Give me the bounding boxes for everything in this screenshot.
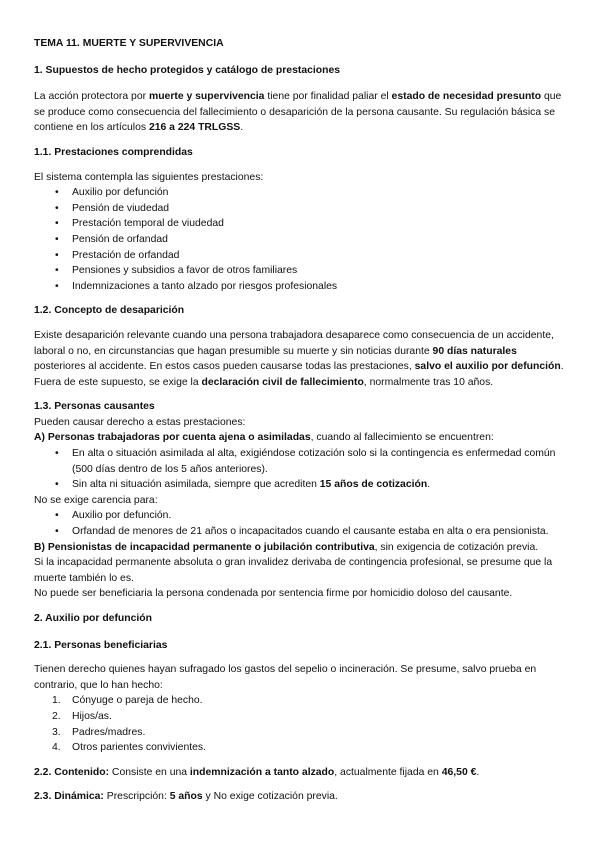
section-2-1-heading: 2.1. Personas beneficiarias bbox=[34, 639, 168, 651]
list-item: • Auxilio por defunción bbox=[72, 185, 564, 201]
section-1-heading: 1. Supuestos de hecho protegidos y catálogo de prestaciones bbox=[34, 64, 341, 76]
list-item: • Pensión de viudedad bbox=[72, 201, 564, 217]
section-1-1-heading: 1.1. Prestaciones comprendidas bbox=[34, 146, 193, 158]
document-title: TEMA 11. MUERTE Y SUPERVIVENCIA bbox=[34, 38, 224, 49]
list-item: • Orfandad de menores de 21 años o incapacitados cuando el causante estaba en alta o era pensionista. bbox=[72, 524, 564, 540]
list-item: • Indemnizaciones a tanto alzado por riesgos profesionales bbox=[72, 279, 564, 295]
section-1-2-paragraph-2: Fuera de este supuesto, se exige la declaración civil de fallecimiento, normalmente tras 10 años. bbox=[34, 376, 494, 388]
list-item: • Sin alta ni situación asimilada, siempre que acrediten 15 años de cotización. bbox=[72, 477, 564, 493]
list-item: 1. Cónyuge o pareja de hecho. bbox=[52, 695, 203, 707]
section-1-1-intro: El sistema contempla las siguientes prestaciones: bbox=[34, 171, 264, 183]
section-1-paragraph: La acción protectora por muerte y supervivencia tiene por finalidad paliar el estado de necesidad presunto que se produce como consecuencia del fallecimiento o desaparición de la persona causante. Su regulación básica se contiene en los artículos 216 a 224 TRLGSS. bbox=[34, 91, 562, 134]
section-2-3-dinamica: 2.3. Dinámica: Prescripción: 5 años y No exige cotización previa. bbox=[34, 791, 338, 803]
list-item: 3. Padres/madres. bbox=[52, 726, 146, 738]
section-1-3-intro: Pueden causar derecho a estas prestaciones: bbox=[34, 416, 246, 428]
list-item: • En alta o situación asimilada al alta, exigiéndose cotización solo si la contingencia es enfermedad común (500 días dentro de los 5 años anteriores). bbox=[72, 446, 564, 477]
prestaciones-list bbox=[34, 185, 564, 294]
document-page bbox=[34, 36, 564, 814]
section-1-3-homicidio: No puede ser beneficiaria la persona condenada por sentencia firme por homicidio doloso del causante. bbox=[34, 588, 513, 600]
list-item: 4. Otros parientes convivientes. bbox=[52, 742, 206, 754]
section-1-3-heading: 1.3. Personas causantes bbox=[34, 401, 155, 413]
section-1-3-ip: Si la incapacidad permanente absoluta o gran invalidez derivaba de contingencia profesional, se presume que la muerte también lo es. bbox=[34, 557, 553, 584]
beneficiarias-list bbox=[34, 693, 564, 755]
list-item: 2. Hijos/as. bbox=[52, 710, 112, 722]
section-1-2-paragraph-1: Existe desaparición relevante cuando una persona trabajadora desaparece como consecuencia de un accidente, laboral o no, en circunstancias que hagan presumible su muerte y sin noticias durante 90 días naturales posteriores al accidente. En estos casos pueden causarse todas las prestaciones, salvo el auxilio por defunción. bbox=[34, 329, 564, 373]
section-2-heading: 2. Auxilio por defunción bbox=[34, 613, 152, 624]
section-2-1-paragraph: Tienen derecho quienes hayan sufragado los gastos del sepelio o incineración. Se presume, salvo prueba en contrario, que lo han hecho: bbox=[34, 664, 537, 691]
list-item: • Prestación de orfandad bbox=[72, 248, 564, 264]
list-item: • Auxilio por defunción. bbox=[72, 508, 564, 524]
section-2-2-contenido: 2.2. Contenido: Consiste en una indemnización a tanto alzado, actualmente fijada en 46,50 €. bbox=[34, 766, 480, 778]
section-1-3-b: B) Pensionistas de incapacidad permanente o jubilación contributiva, sin exigencia de cotización previa. bbox=[34, 541, 539, 553]
list-item: • Pensiones y subsidios a favor de otros familiares bbox=[72, 263, 564, 279]
causantes-a-list bbox=[34, 446, 564, 493]
section-1-2-heading: 1.2. Concepto de desaparición bbox=[34, 305, 185, 317]
no-carencia-list bbox=[34, 508, 564, 539]
section-1-3-a: A) Personas trabajadoras por cuenta ajena o asimiladas, cuando al fallecimiento se encuentren: bbox=[34, 432, 494, 444]
list-item: • Prestación temporal de viudedad bbox=[72, 216, 564, 232]
no-carencia-intro: No se exige carencia para: bbox=[34, 494, 158, 506]
list-item: • Pensión de orfandad bbox=[72, 232, 564, 248]
